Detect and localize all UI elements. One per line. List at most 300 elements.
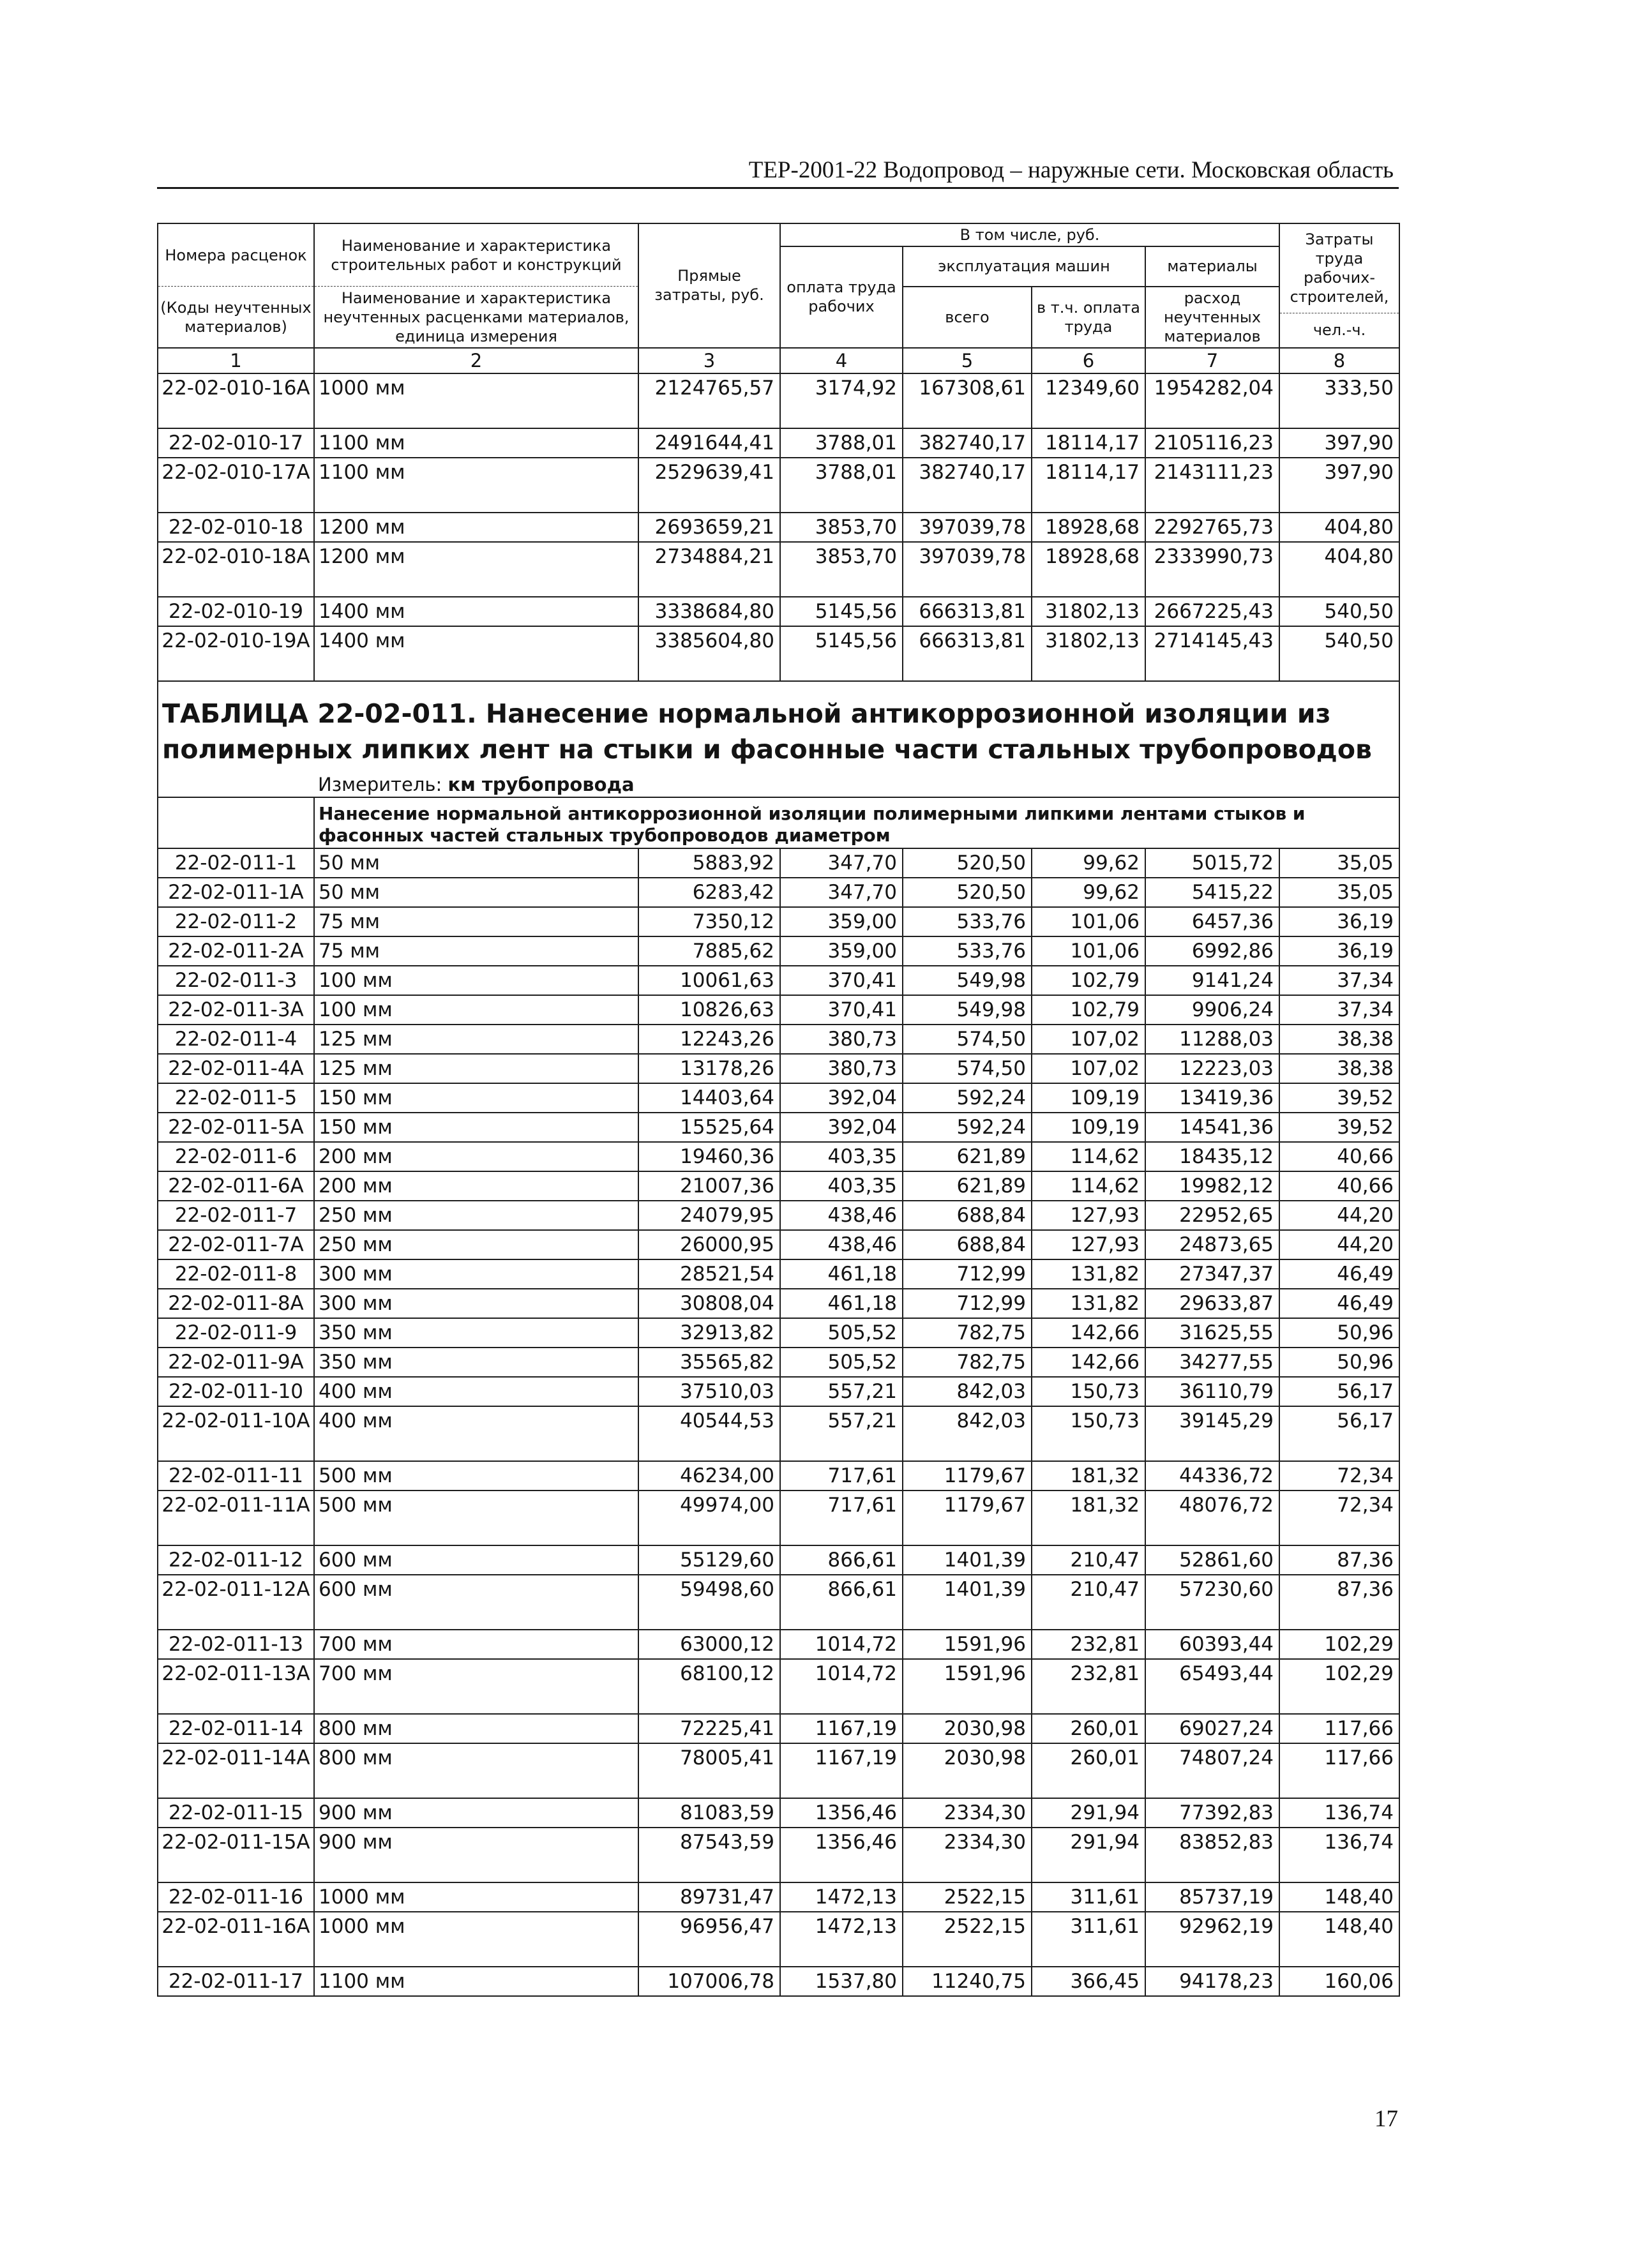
labor-hours: 36,19 xyxy=(1279,936,1399,966)
machines-labor: 18928,68 xyxy=(1032,542,1145,597)
direct-costs: 32913,82 xyxy=(638,1318,780,1348)
labor-pay: 717,61 xyxy=(780,1461,903,1491)
column-number: 8 xyxy=(1279,348,1399,373)
machines-labor: 131,82 xyxy=(1032,1289,1145,1318)
materials-usage: 9906,24 xyxy=(1145,995,1279,1025)
direct-costs: 87543,59 xyxy=(638,1828,780,1882)
materials-usage: 85737,19 xyxy=(1145,1882,1279,1912)
header-labor-hours-unit: чел.-ч. xyxy=(1279,313,1399,348)
materials-usage: 27347,37 xyxy=(1145,1259,1279,1289)
direct-costs: 2529639,41 xyxy=(638,458,780,513)
table-row xyxy=(158,1025,1399,1054)
table-row xyxy=(158,1259,1399,1289)
header-machines: эксплуатация машин xyxy=(903,246,1145,287)
rate-code: 22-02-011-9А xyxy=(158,1348,314,1377)
meter-label xyxy=(314,772,1399,797)
table-row xyxy=(158,1575,1399,1630)
machines-labor: 260,01 xyxy=(1032,1743,1145,1798)
machines-total: 1591,96 xyxy=(903,1659,1032,1714)
machines-total: 1401,39 xyxy=(903,1575,1032,1630)
machines-labor: 114,62 xyxy=(1032,1171,1145,1201)
direct-costs: 72225,41 xyxy=(638,1714,780,1743)
rate-code: 22-02-011-16 xyxy=(158,1882,314,1912)
work-name: 100 мм xyxy=(314,995,638,1025)
machines-labor: 181,32 xyxy=(1032,1491,1145,1545)
labor-hours: 38,38 xyxy=(1279,1054,1399,1083)
labor-hours: 160,06 xyxy=(1279,1967,1399,1996)
work-name: 1200 мм xyxy=(314,513,638,542)
labor-hours: 87,36 xyxy=(1279,1545,1399,1575)
labor-hours: 37,34 xyxy=(1279,966,1399,995)
labor-pay: 1167,19 xyxy=(780,1743,903,1798)
machines-total: 688,84 xyxy=(903,1230,1032,1259)
labor-hours: 36,19 xyxy=(1279,907,1399,936)
materials-usage: 44336,72 xyxy=(1145,1461,1279,1491)
direct-costs: 10061,63 xyxy=(638,966,780,995)
machines-total: 11240,75 xyxy=(903,1967,1032,1996)
rate-code: 22-02-011-11 xyxy=(158,1461,314,1491)
header-unaccounted-codes: (Коды неучтенных материалов) xyxy=(158,287,314,348)
materials-usage: 2143111,23 xyxy=(1145,458,1279,513)
work-name: 200 мм xyxy=(314,1142,638,1171)
materials-usage: 57230,60 xyxy=(1145,1575,1279,1630)
table-row xyxy=(158,1630,1399,1659)
column-numbers-row xyxy=(158,348,1399,373)
labor-hours: 56,17 xyxy=(1279,1377,1399,1406)
rate-code: 22-02-011-9 xyxy=(158,1318,314,1348)
rate-code: 22-02-010-18 xyxy=(158,513,314,542)
meter-unit: км трубопровода xyxy=(448,773,635,795)
machines-total: 621,89 xyxy=(903,1171,1032,1201)
rate-code: 22-02-010-19А xyxy=(158,626,314,681)
materials-usage: 1954282,04 xyxy=(1145,373,1279,428)
rate-code: 22-02-011-15 xyxy=(158,1798,314,1828)
machines-labor: 99,62 xyxy=(1032,848,1145,878)
work-name: 75 мм xyxy=(314,936,638,966)
materials-usage: 31625,55 xyxy=(1145,1318,1279,1348)
direct-costs: 5883,92 xyxy=(638,848,780,878)
header-direct-costs: Прямые затраты, руб. xyxy=(638,223,780,348)
materials-usage: 2714145,43 xyxy=(1145,626,1279,681)
labor-pay: 1356,46 xyxy=(780,1798,903,1828)
machines-labor: 99,62 xyxy=(1032,878,1145,907)
machines-total: 520,50 xyxy=(903,848,1032,878)
machines-labor: 109,19 xyxy=(1032,1113,1145,1142)
labor-hours: 44,20 xyxy=(1279,1201,1399,1230)
table-row xyxy=(158,1882,1399,1912)
work-name: 700 мм xyxy=(314,1630,638,1659)
materials-usage: 77392,83 xyxy=(1145,1798,1279,1828)
header-machines-labor: в т.ч. оплата труда xyxy=(1032,287,1145,348)
machines-labor: 210,47 xyxy=(1032,1545,1145,1575)
machines-labor: 260,01 xyxy=(1032,1714,1145,1743)
labor-pay: 866,61 xyxy=(780,1575,903,1630)
work-name: 50 мм xyxy=(314,878,638,907)
work-name: 1000 мм xyxy=(314,1912,638,1967)
direct-costs: 2491644,41 xyxy=(638,428,780,458)
running-title: ТЕР-2001-22 Водопровод – наружные сети. Московская область xyxy=(748,157,1394,183)
machines-labor: 102,79 xyxy=(1032,995,1145,1025)
meter-row xyxy=(158,772,1399,797)
rate-code: 22-02-011-11А xyxy=(158,1491,314,1545)
table-row xyxy=(158,373,1399,428)
labor-pay: 347,70 xyxy=(780,848,903,878)
materials-usage: 29633,87 xyxy=(1145,1289,1279,1318)
meter-spacer xyxy=(158,772,314,797)
rate-code: 22-02-011-17 xyxy=(158,1967,314,1996)
direct-costs: 26000,95 xyxy=(638,1230,780,1259)
labor-hours: 40,66 xyxy=(1279,1171,1399,1201)
materials-usage: 83852,83 xyxy=(1145,1828,1279,1882)
labor-pay: 3788,01 xyxy=(780,428,903,458)
machines-labor: 142,66 xyxy=(1032,1348,1145,1377)
table-row xyxy=(158,995,1399,1025)
direct-costs: 81083,59 xyxy=(638,1798,780,1828)
table-row xyxy=(158,1142,1399,1171)
direct-costs: 7885,62 xyxy=(638,936,780,966)
machines-labor: 150,73 xyxy=(1032,1406,1145,1461)
direct-costs: 40544,53 xyxy=(638,1406,780,1461)
rate-code: 22-02-010-17А xyxy=(158,458,314,513)
machines-labor: 18114,17 xyxy=(1032,458,1145,513)
direct-costs: 55129,60 xyxy=(638,1545,780,1575)
machines-total: 1179,67 xyxy=(903,1461,1032,1491)
header-unaccounted-materials: Наименование и характеристика неучтенных расценками материалов, единица измерения xyxy=(314,287,638,348)
rate-code: 22-02-010-18А xyxy=(158,542,314,597)
machines-total: 2030,98 xyxy=(903,1714,1032,1743)
labor-pay: 380,73 xyxy=(780,1054,903,1083)
materials-usage: 2667225,43 xyxy=(1145,597,1279,626)
work-name: 125 мм xyxy=(314,1025,638,1054)
labor-pay: 438,46 xyxy=(780,1230,903,1259)
machines-total: 382740,17 xyxy=(903,428,1032,458)
labor-pay: 1014,72 xyxy=(780,1659,903,1714)
materials-usage: 39145,29 xyxy=(1145,1406,1279,1461)
labor-hours: 38,38 xyxy=(1279,1025,1399,1054)
labor-hours: 397,90 xyxy=(1279,428,1399,458)
machines-total: 2334,30 xyxy=(903,1798,1032,1828)
table-row xyxy=(158,1714,1399,1743)
work-name: 900 мм xyxy=(314,1828,638,1882)
rate-code: 22-02-011-1А xyxy=(158,878,314,907)
work-name: 300 мм xyxy=(314,1289,638,1318)
materials-usage: 74807,24 xyxy=(1145,1743,1279,1798)
work-name: 1200 мм xyxy=(314,542,638,597)
table-row xyxy=(158,1230,1399,1259)
labor-pay: 1472,13 xyxy=(780,1882,903,1912)
header-materials: материалы xyxy=(1145,246,1279,287)
labor-pay: 380,73 xyxy=(780,1025,903,1054)
labor-hours: 102,29 xyxy=(1279,1659,1399,1714)
materials-usage: 60393,44 xyxy=(1145,1630,1279,1659)
rate-code: 22-02-011-6 xyxy=(158,1142,314,1171)
direct-costs: 14403,64 xyxy=(638,1083,780,1113)
labor-pay: 403,35 xyxy=(780,1171,903,1201)
machines-total: 1401,39 xyxy=(903,1545,1032,1575)
labor-pay: 1537,80 xyxy=(780,1967,903,1996)
column-number: 1 xyxy=(158,348,314,373)
labor-pay: 557,21 xyxy=(780,1406,903,1461)
rate-code: 22-02-011-8 xyxy=(158,1259,314,1289)
table-row xyxy=(158,1967,1399,1996)
rate-code: 22-02-011-14 xyxy=(158,1714,314,1743)
machines-total: 842,03 xyxy=(903,1377,1032,1406)
labor-hours: 40,66 xyxy=(1279,1142,1399,1171)
column-number: 5 xyxy=(903,348,1032,373)
work-name: 350 мм xyxy=(314,1318,638,1348)
materials-usage: 2105116,23 xyxy=(1145,428,1279,458)
labor-pay: 461,18 xyxy=(780,1259,903,1289)
labor-pay: 3853,70 xyxy=(780,513,903,542)
rate-code: 22-02-011-4 xyxy=(158,1025,314,1054)
machines-total: 666313,81 xyxy=(903,597,1032,626)
direct-costs: 35565,82 xyxy=(638,1348,780,1377)
work-name: 1000 мм xyxy=(314,373,638,428)
work-name: 900 мм xyxy=(314,1798,638,1828)
machines-total: 549,98 xyxy=(903,966,1032,995)
materials-usage: 6992,86 xyxy=(1145,936,1279,966)
machines-labor: 109,19 xyxy=(1032,1083,1145,1113)
labor-pay: 1167,19 xyxy=(780,1714,903,1743)
rate-code: 22-02-011-7 xyxy=(158,1201,314,1230)
section-heading: Нанесение нормальной антикоррозионной изоляции полимерными липкими лентами стыков и фасонных частей стальных трубопроводов диаметром xyxy=(314,797,1399,848)
labor-hours: 50,96 xyxy=(1279,1348,1399,1377)
direct-costs: 6283,42 xyxy=(638,878,780,907)
work-name: 600 мм xyxy=(314,1545,638,1575)
rate-code: 22-02-011-3А xyxy=(158,995,314,1025)
labor-hours: 397,90 xyxy=(1279,458,1399,513)
direct-costs: 63000,12 xyxy=(638,1630,780,1659)
table-row xyxy=(158,1743,1399,1798)
materials-usage: 5415,22 xyxy=(1145,878,1279,907)
table-row xyxy=(158,907,1399,936)
machines-total: 397039,78 xyxy=(903,513,1032,542)
labor-hours: 148,40 xyxy=(1279,1882,1399,1912)
direct-costs: 3338684,80 xyxy=(638,597,780,626)
labor-hours: 404,80 xyxy=(1279,513,1399,542)
rate-code: 22-02-011-5 xyxy=(158,1083,314,1113)
machines-labor: 114,62 xyxy=(1032,1142,1145,1171)
work-name: 1100 мм xyxy=(314,428,638,458)
direct-costs: 89731,47 xyxy=(638,1882,780,1912)
machines-total: 574,50 xyxy=(903,1054,1032,1083)
machines-labor: 366,45 xyxy=(1032,1967,1145,1996)
table-row xyxy=(158,428,1399,458)
direct-costs: 2693659,21 xyxy=(638,513,780,542)
materials-usage: 13419,36 xyxy=(1145,1083,1279,1113)
section-spacer xyxy=(158,797,314,848)
machines-labor: 210,47 xyxy=(1032,1575,1145,1630)
labor-hours: 56,17 xyxy=(1279,1406,1399,1461)
section-row xyxy=(158,797,1399,848)
machines-total: 2334,30 xyxy=(903,1828,1032,1882)
machines-labor: 311,61 xyxy=(1032,1882,1145,1912)
machines-total: 533,76 xyxy=(903,936,1032,966)
direct-costs: 13178,26 xyxy=(638,1054,780,1083)
machines-labor: 107,02 xyxy=(1032,1054,1145,1083)
machines-total: 712,99 xyxy=(903,1259,1032,1289)
labor-hours: 50,96 xyxy=(1279,1318,1399,1348)
table-row xyxy=(158,542,1399,597)
table-row xyxy=(158,1912,1399,1967)
labor-pay: 866,61 xyxy=(780,1545,903,1575)
labor-pay: 557,21 xyxy=(780,1377,903,1406)
table-row xyxy=(158,1289,1399,1318)
labor-hours: 46,49 xyxy=(1279,1259,1399,1289)
machines-labor: 101,06 xyxy=(1032,936,1145,966)
direct-costs: 78005,41 xyxy=(638,1743,780,1798)
labor-hours: 72,34 xyxy=(1279,1491,1399,1545)
table-row xyxy=(158,848,1399,878)
direct-costs: 30808,04 xyxy=(638,1289,780,1318)
materials-usage: 69027,24 xyxy=(1145,1714,1279,1743)
machines-labor: 127,93 xyxy=(1032,1230,1145,1259)
labor-pay: 392,04 xyxy=(780,1083,903,1113)
labor-hours: 35,05 xyxy=(1279,848,1399,878)
page-number: 17 xyxy=(1374,2106,1398,2132)
materials-usage: 9141,24 xyxy=(1145,966,1279,995)
materials-usage: 36110,79 xyxy=(1145,1377,1279,1406)
table-row xyxy=(158,1406,1399,1461)
machines-total: 782,75 xyxy=(903,1318,1032,1348)
header-machines-total: всего xyxy=(903,287,1032,348)
work-name: 500 мм xyxy=(314,1461,638,1491)
machines-total: 2030,98 xyxy=(903,1743,1032,1798)
running-header xyxy=(157,156,1399,189)
rates-table xyxy=(157,223,1400,1997)
work-name: 600 мм xyxy=(314,1575,638,1630)
rate-code: 22-02-010-16А xyxy=(158,373,314,428)
table-title-row xyxy=(158,681,1399,772)
machines-labor: 101,06 xyxy=(1032,907,1145,936)
table-row xyxy=(158,1461,1399,1491)
labor-pay: 5145,56 xyxy=(780,597,903,626)
machines-total: 533,76 xyxy=(903,907,1032,936)
machines-labor: 311,61 xyxy=(1032,1912,1145,1967)
work-name: 200 мм xyxy=(314,1171,638,1201)
direct-costs: 49974,00 xyxy=(638,1491,780,1545)
table-row xyxy=(158,1348,1399,1377)
direct-costs: 24079,95 xyxy=(638,1201,780,1230)
header-codes: Номера расценок xyxy=(158,223,314,287)
labor-pay: 505,52 xyxy=(780,1318,903,1348)
rate-code: 22-02-010-17 xyxy=(158,428,314,458)
direct-costs: 21007,36 xyxy=(638,1171,780,1201)
machines-total: 2522,15 xyxy=(903,1912,1032,1967)
machines-labor: 127,93 xyxy=(1032,1201,1145,1230)
direct-costs: 46234,00 xyxy=(638,1461,780,1491)
labor-pay: 3174,92 xyxy=(780,373,903,428)
rate-code: 22-02-011-13 xyxy=(158,1630,314,1659)
rate-code: 22-02-011-15А xyxy=(158,1828,314,1882)
work-name: 800 мм xyxy=(314,1743,638,1798)
direct-costs: 68100,12 xyxy=(638,1659,780,1714)
machines-total: 549,98 xyxy=(903,995,1032,1025)
rate-code: 22-02-011-12 xyxy=(158,1545,314,1575)
labor-pay: 1014,72 xyxy=(780,1630,903,1659)
materials-usage: 48076,72 xyxy=(1145,1491,1279,1545)
work-name: 150 мм xyxy=(314,1113,638,1142)
machines-total: 167308,61 xyxy=(903,373,1032,428)
labor-hours: 540,50 xyxy=(1279,626,1399,681)
labor-pay: 403,35 xyxy=(780,1142,903,1171)
labor-pay: 438,46 xyxy=(780,1201,903,1230)
machines-labor: 18928,68 xyxy=(1032,513,1145,542)
labor-hours: 117,66 xyxy=(1279,1714,1399,1743)
work-name: 100 мм xyxy=(314,966,638,995)
machines-total: 592,24 xyxy=(903,1083,1032,1113)
direct-costs: 2734884,21 xyxy=(638,542,780,597)
rate-code: 22-02-011-4А xyxy=(158,1054,314,1083)
machines-labor: 181,32 xyxy=(1032,1461,1145,1491)
table-row xyxy=(158,1113,1399,1142)
rate-code: 22-02-011-6А xyxy=(158,1171,314,1201)
rate-code: 22-02-011-12А xyxy=(158,1575,314,1630)
labor-hours: 540,50 xyxy=(1279,597,1399,626)
rate-code: 22-02-011-10А xyxy=(158,1406,314,1461)
work-name: 700 мм xyxy=(314,1659,638,1714)
work-name: 400 мм xyxy=(314,1406,638,1461)
labor-pay: 1356,46 xyxy=(780,1828,903,1882)
labor-hours: 136,74 xyxy=(1279,1828,1399,1882)
table-row xyxy=(158,1491,1399,1545)
labor-pay: 3788,01 xyxy=(780,458,903,513)
rate-code: 22-02-011-8А xyxy=(158,1289,314,1318)
labor-hours: 46,49 xyxy=(1279,1289,1399,1318)
labor-hours: 44,20 xyxy=(1279,1230,1399,1259)
work-name: 50 мм xyxy=(314,848,638,878)
table-title: ТАБЛИЦА 22-02-011. Нанесение нормальной антикоррозионной изоляции из полимерных липких лент на стыки и фасонные части стальных трубопроводов xyxy=(158,681,1399,772)
machines-labor: 31802,13 xyxy=(1032,597,1145,626)
machines-total: 688,84 xyxy=(903,1201,1032,1230)
table-row xyxy=(158,936,1399,966)
table-row xyxy=(158,1798,1399,1828)
direct-costs: 107006,78 xyxy=(638,1967,780,1996)
table-row xyxy=(158,1083,1399,1113)
rate-code: 22-02-011-14А xyxy=(158,1743,314,1798)
table-row xyxy=(158,1318,1399,1348)
column-number: 6 xyxy=(1032,348,1145,373)
materials-usage: 22952,65 xyxy=(1145,1201,1279,1230)
table-row xyxy=(158,513,1399,542)
work-name: 125 мм xyxy=(314,1054,638,1083)
meter-caption: Измеритель: xyxy=(318,773,442,795)
header-labor-pay: оплата труда рабочих xyxy=(780,246,903,348)
work-name: 350 мм xyxy=(314,1348,638,1377)
machines-labor: 102,79 xyxy=(1032,966,1145,995)
machines-labor: 232,81 xyxy=(1032,1659,1145,1714)
materials-usage: 52861,60 xyxy=(1145,1545,1279,1575)
work-name: 1100 мм xyxy=(314,458,638,513)
labor-hours: 39,52 xyxy=(1279,1113,1399,1142)
machines-total: 782,75 xyxy=(903,1348,1032,1377)
table-row xyxy=(158,458,1399,513)
table-row xyxy=(158,597,1399,626)
rate-code: 22-02-011-16А xyxy=(158,1912,314,1967)
work-name: 1000 мм xyxy=(314,1882,638,1912)
rate-code: 22-02-010-19 xyxy=(158,597,314,626)
work-name: 250 мм xyxy=(314,1201,638,1230)
machines-total: 382740,17 xyxy=(903,458,1032,513)
direct-costs: 2124765,57 xyxy=(638,373,780,428)
direct-costs: 19460,36 xyxy=(638,1142,780,1171)
labor-pay: 505,52 xyxy=(780,1348,903,1377)
rate-code: 22-02-011-1 xyxy=(158,848,314,878)
rate-code: 22-02-011-13А xyxy=(158,1659,314,1714)
machines-total: 520,50 xyxy=(903,878,1032,907)
machines-labor: 291,94 xyxy=(1032,1798,1145,1828)
labor-pay: 1472,13 xyxy=(780,1912,903,1967)
